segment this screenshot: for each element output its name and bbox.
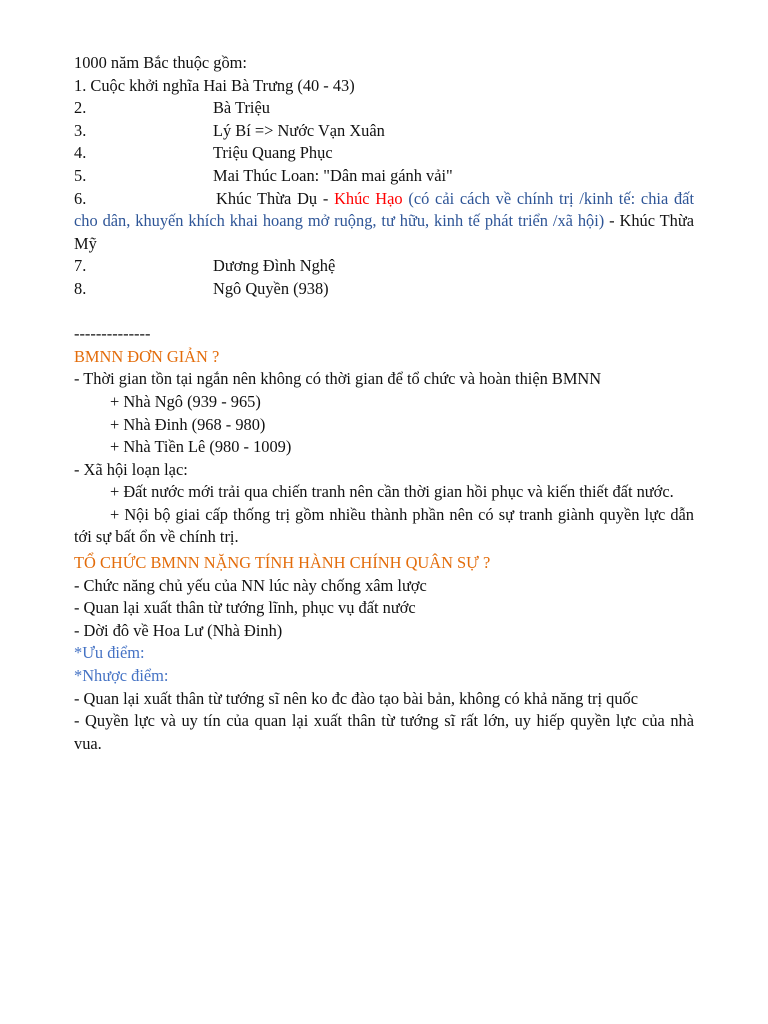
list-text: Dương Đình Nghệ xyxy=(213,256,336,276)
bullet-point: - Quyền lực và uy tín của quan lại xuất thân từ tướng sĩ rất lớn, uy hiếp quyền lực của nhà vua. xyxy=(74,711,694,753)
highlighted-name: Khúc Hạo xyxy=(334,188,403,208)
list-number: 3. xyxy=(74,120,87,140)
section-heading: BMNN ĐƠN GIẢN ? xyxy=(74,346,220,366)
bullet-point: - Dời đô về Hoa Lư (Nhà Đinh) xyxy=(74,620,283,640)
dynasty-item: + Nhà Đinh (968 - 980) xyxy=(110,414,266,434)
section-military-admin xyxy=(74,552,694,755)
list-number: 4. xyxy=(74,143,87,163)
document-page xyxy=(74,52,694,755)
bullet-point: - Quan lại xuất thân từ tướng sĩ nên ko đc đào tạo bài bản, không có khả năng trị quốc xyxy=(74,688,639,708)
bullet-point: - Quan lại xuất thân từ tướng lĩnh, phục vụ đất nước xyxy=(74,598,416,618)
list-text: Bà Triệu xyxy=(213,98,270,118)
list-number: 5. xyxy=(74,165,87,185)
section-heading: TỔ CHỨC BMNN NẶNG TÍNH HÀNH CHÍNH QUÂN SỰ ? xyxy=(74,553,491,573)
list-item xyxy=(74,75,694,98)
cons-label: *Nhược điểm: xyxy=(74,666,169,686)
bullet-point: - Chức năng chủ yếu của NN lúc này chống xâm lược xyxy=(74,575,427,595)
list-text: Cuộc khởi nghĩa Hai Bà Trưng (40 - 43) xyxy=(90,75,355,95)
list-text-end: - Khúc Thừa Mỹ xyxy=(74,211,694,253)
sub-point: + Nội bộ giai cấp thống trị gồm nhiều thành phần nên có sự tranh giành quyền lực dẫn tới sự bất ổn về chính trị. xyxy=(74,504,694,547)
sub-point: + Đất nước mới trải qua chiến tranh nên cần thời gian hồi phục và kiến thiết đất nước. xyxy=(110,482,674,502)
list-item xyxy=(74,165,694,188)
blank-line xyxy=(74,301,694,324)
dynasty-item: + Nhà Tiền Lê (980 - 1009) xyxy=(110,437,292,457)
list-number: 8. xyxy=(74,278,87,298)
list-item xyxy=(74,97,694,120)
list-text: Triệu Quang Phục xyxy=(213,143,333,163)
bullet-point: - Xã hội loạn lạc: xyxy=(74,459,188,479)
list-item xyxy=(74,278,694,301)
dynasty-item: + Nhà Ngô (939 - 965) xyxy=(110,391,261,411)
document-title: 1000 năm Bắc thuộc gồm: xyxy=(74,53,247,72)
list-text: Khúc Thừa Dụ - xyxy=(216,188,335,208)
list-item xyxy=(74,255,694,278)
list-item xyxy=(74,188,694,256)
list-item xyxy=(74,120,694,143)
list-number: 1. xyxy=(74,75,87,95)
bullet-point: - Thời gian tồn tại ngắn nên không có thời gian để tổ chức và hoàn thiện BMNN xyxy=(74,369,602,389)
northern-domination-list xyxy=(74,75,694,301)
section-simple-apparatus xyxy=(74,346,694,549)
list-text: Mai Thúc Loan: "Dân mai gánh vải" xyxy=(213,165,453,185)
list-number: 2. xyxy=(74,98,87,118)
separator: -------------- xyxy=(74,324,151,344)
list-text: Ngô Quyền (938) xyxy=(213,278,329,298)
pros-label: *Ưu điểm: xyxy=(74,643,145,663)
list-item xyxy=(74,142,694,165)
reform-note: (có cải cách về chính trị /kinh tế: chia đất cho dân, khuyến khích khai hoang mở ruộng, tư hữu, kinh tế phát triển /xã hội) xyxy=(74,188,694,231)
list-number: 6. xyxy=(74,188,87,208)
list-text: Lý Bí => Nước Vạn Xuân xyxy=(213,120,385,140)
list-number: 7. xyxy=(74,256,87,276)
